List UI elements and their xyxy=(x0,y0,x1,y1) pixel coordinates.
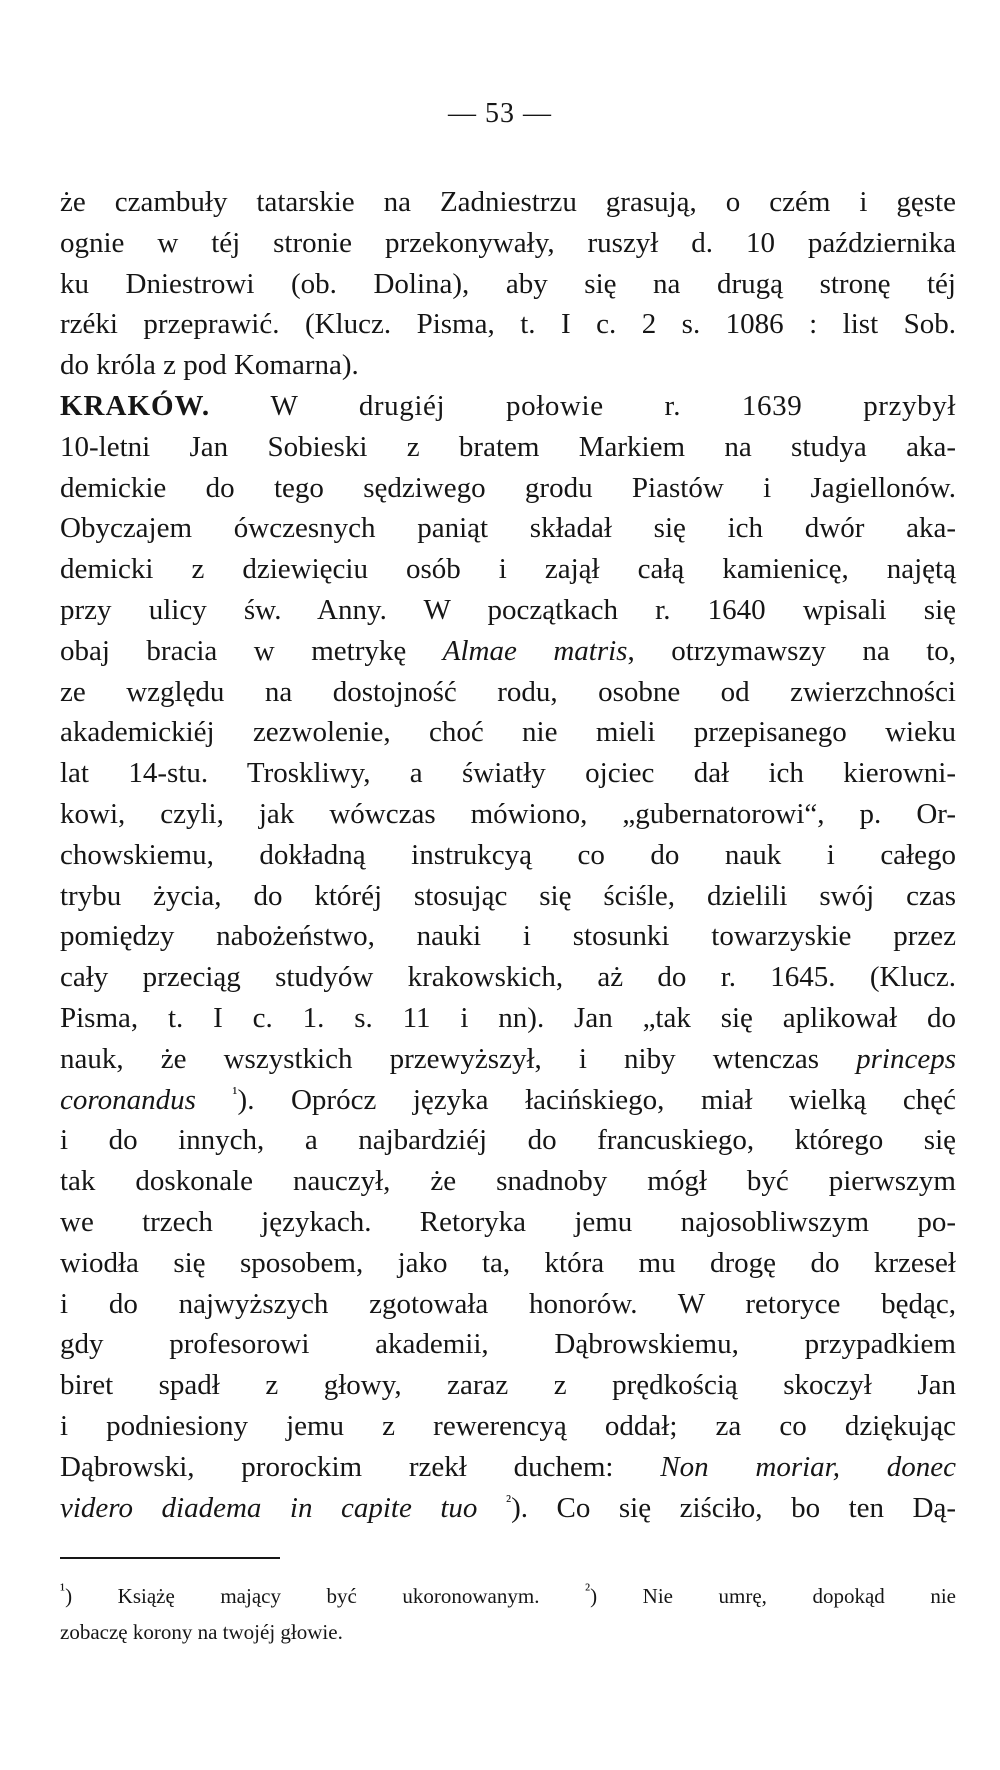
text-segment: ) Nie umrę, dopokąd nie xyxy=(590,1584,956,1608)
text-line xyxy=(60,590,956,631)
text-segment xyxy=(196,1084,233,1116)
text-line xyxy=(60,1365,956,1406)
footnote-marker: ² xyxy=(585,1580,591,1599)
text-segment xyxy=(477,1492,506,1524)
text-line xyxy=(60,182,956,223)
text-segment: coronandus xyxy=(60,1083,196,1116)
text-line xyxy=(60,1488,956,1529)
text-segment: biret spadł z głowy, zaraz z prędkością skoczył Jan xyxy=(60,1369,956,1402)
text-line xyxy=(60,1447,956,1488)
text-line xyxy=(60,386,956,427)
text-segment: 10-letni Jan Sobieski z bratem Markiem na studya aka- xyxy=(60,430,956,463)
text-line xyxy=(60,1406,956,1447)
text-line xyxy=(60,1324,956,1365)
text-segment: cały przeciąg studyów krakowskich, aż do r. 1645. (Klucz. xyxy=(60,961,956,994)
footnote-line xyxy=(60,1614,956,1650)
text-line xyxy=(60,427,956,468)
text-segment: chowskiemu, dokładną instrukcyą co do nauk i całego xyxy=(60,838,956,871)
text-segment: ). Co się ziściło, bo ten Dą- xyxy=(511,1491,957,1524)
text-line xyxy=(60,1161,956,1202)
text-line xyxy=(60,1243,956,1284)
text-line xyxy=(60,794,956,835)
text-segment: KRAKÓW. xyxy=(60,389,211,422)
footnote-marker: ¹ xyxy=(232,1082,238,1102)
text-line xyxy=(60,1080,956,1121)
text-segment: pomiędzy nabożeństwo, nauki i stosunki towarzyskie przez xyxy=(60,920,956,953)
text-line xyxy=(60,1120,956,1161)
text-segment: rzéki przeprawić. (Klucz. Pisma, t. I c. 2 s. 1086 : list Sob. xyxy=(60,308,956,341)
text-line xyxy=(60,631,956,672)
footnotes xyxy=(60,1578,956,1650)
text-line xyxy=(60,712,956,753)
text-segment: Almae matris xyxy=(442,634,628,667)
text-line xyxy=(60,468,956,509)
text-segment: Pisma, t. I c. 1. s. 11 i nn). Jan „tak się aplikował do xyxy=(60,1001,956,1034)
text-segment: , otrzymawszy na to, xyxy=(627,634,957,667)
text-line xyxy=(60,998,956,1039)
text-segment: videro diadema in capite tuo xyxy=(60,1491,478,1524)
text-segment: zobaczę korony na twojéj głowie. xyxy=(60,1620,343,1644)
text-segment: demickie do tego sędziwego grodu Piastów i Jagiellonów. xyxy=(60,471,956,504)
text-segment: gdy profesorowi akademii, Dąbrowskiemu, przypadkiem xyxy=(60,1328,956,1361)
text-segment: ). Oprócz języka łacińskiego, miał wielką chęć xyxy=(237,1083,957,1116)
text-segment: Dąbrowski, prorockim rzekł duchem: xyxy=(60,1450,661,1483)
footnote-marker: ¹ xyxy=(60,1580,66,1599)
text-segment: i do innych, a najbardziéj do francuskiego, którego się xyxy=(60,1124,956,1157)
text-line xyxy=(60,1039,956,1080)
text-line xyxy=(60,916,956,957)
text-segment: trybu życia, do któréj stosując się ściśle, dzielili swój czas xyxy=(60,879,956,912)
text-segment: lat 14-stu. Troskliwy, a światły ojciec dał ich kierowni- xyxy=(60,757,956,790)
text-segment: do króla z pod Komarna). xyxy=(60,349,359,382)
text-segment: demicki z dziewięciu osób i zajął całą kamienicę, najętą xyxy=(60,553,956,586)
text-segment: Non moriar, donec xyxy=(660,1450,957,1483)
footnote-marker: ² xyxy=(505,1490,512,1510)
text-segment: tak doskonale nauczył, że snadnoby mógł być pierwszym xyxy=(60,1165,956,1198)
text-line xyxy=(60,753,956,794)
text-line xyxy=(60,957,956,998)
text-line xyxy=(60,264,956,305)
text-line xyxy=(60,835,956,876)
page-number: — 53 — xyxy=(448,98,552,129)
text-line xyxy=(60,508,956,549)
text-line xyxy=(60,223,956,264)
footnote-rule xyxy=(60,1557,280,1559)
text-segment: ) Książę mający być ukoronowanym. xyxy=(65,1584,585,1608)
text-line xyxy=(60,304,956,345)
text-line xyxy=(60,876,956,917)
text-segment: i podniesiony jemu z rewerencyą oddał; za co dziękując xyxy=(60,1409,956,1442)
text-segment: nauk, że wszystkich przewyższył, i niby wtenczas xyxy=(60,1042,857,1075)
text-segment: kowi, czyli, jak wówczas mówiono, „gubernatorowi“, p. Or- xyxy=(60,797,956,830)
text-segment: wiodła się sposobem, jako ta, która mu drogę do krzeseł xyxy=(60,1246,956,1279)
text-segment: że czambuły tatarskie na Zadniestrzu grasują, o czém i gęste xyxy=(60,186,956,218)
text-line xyxy=(60,1284,956,1325)
text-segment: ze względu na dostojność rodu, osobne od zwierzchności xyxy=(60,675,956,708)
text-segment: obaj bracia w metrykę xyxy=(60,634,443,667)
text-line xyxy=(60,672,956,713)
footnote-line xyxy=(60,1578,956,1614)
text-segment: princeps xyxy=(856,1042,956,1075)
text-line xyxy=(60,549,956,590)
text-line xyxy=(60,1202,956,1243)
text-segment: przy ulicy św. Anny. W początkach r. 1640 wpisali się xyxy=(60,593,956,626)
text-segment: ku Dniestrowi (ob. Dolina), aby się na drugą stronę téj xyxy=(60,267,956,300)
text-segment: Obyczajem ówczesnych paniąt składał się ich dwór aka- xyxy=(60,512,956,545)
text-segment: we trzech językach. Retoryka jemu najosobliwszym po- xyxy=(60,1205,956,1238)
text-line xyxy=(60,345,956,386)
main-text xyxy=(60,182,956,1528)
text-segment: ognie w téj stronie przekonywały, ruszył d. 10 października xyxy=(60,226,956,259)
text-segment: akademickiéj zezwolenie, choć nie mieli przepisanego wieku xyxy=(60,716,956,749)
text-segment: W drugiéj połowie r. 1639 przybył xyxy=(210,389,956,422)
text-segment: i do najwyższych zgotowała honorów. W retoryce będąc, xyxy=(60,1287,956,1320)
